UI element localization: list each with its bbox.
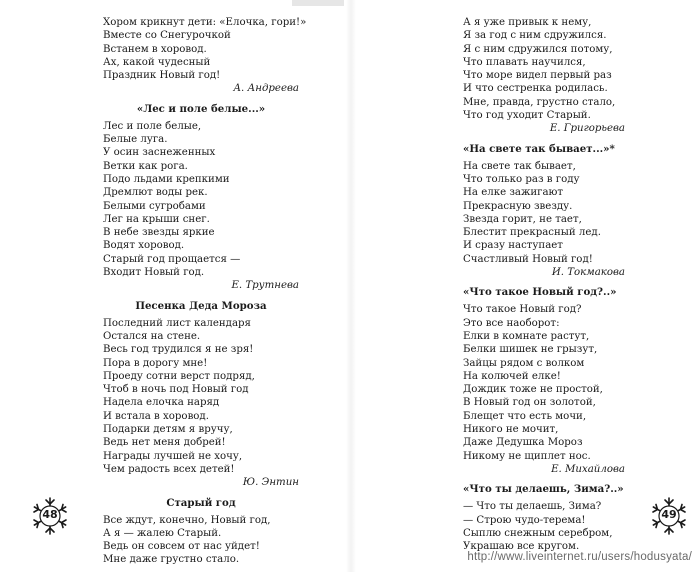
left-page-column <box>103 16 307 567</box>
poem-line: И что сестренка родилась. <box>463 83 608 95</box>
poem-line: Хором крикнут дети: «Елочка, гори!» <box>103 17 307 28</box>
poem-line: Подо льдами крепкими <box>103 173 230 185</box>
poem-line: — Что ты делаешь, Зима? <box>463 501 602 513</box>
poem-line: Праздник Новый год! <box>103 70 221 82</box>
poem-line: Даже Дедушка Мороз <box>463 437 583 449</box>
poem-author: И. Токмакова <box>551 267 625 279</box>
poem-line: Чтоб в ночь под Новый год <box>103 384 249 396</box>
poem-line: Ветки как рога. <box>103 160 188 172</box>
poem-line: Ведь нет меня добрей! <box>103 437 226 449</box>
poem-line: Надела елочка наряд <box>103 397 220 409</box>
poem-na-svete <box>463 143 625 280</box>
poem-line: Проеду сотни верст подряд, <box>103 370 255 382</box>
poem-line: Белыми сугробами <box>103 200 206 212</box>
poem-line: Чем радость всех детей! <box>103 463 235 475</box>
poem-line: В Новый год он золотой, <box>463 397 596 409</box>
poem-line: Лег на крыши снег. <box>103 213 210 225</box>
poem-line: Ведь он совсем от нас уйдет! <box>103 541 260 553</box>
source-url-watermark: http://www.liveinternet.ru/users/hodusyata/ <box>467 551 692 563</box>
poem-line: Подарки детям я вручу, <box>103 424 233 436</box>
poem-line: На елке зажигают <box>463 187 564 199</box>
poem-author: Е. Трутнева <box>231 280 299 292</box>
poem-line: Никого не мочит, <box>463 424 559 436</box>
poem-author: Е. Михайлова <box>551 463 625 475</box>
page-number-left <box>30 496 70 536</box>
poem-title: «На свете так бывает...»* <box>463 142 615 155</box>
poem-line: Дремлют воды рек. <box>103 187 208 199</box>
poem-pesenka-deda-moroza <box>103 300 299 490</box>
poem-line: Белки шишек не грызут, <box>463 344 598 356</box>
poem-line: Награды лучшей не хочу, <box>103 450 243 462</box>
book-gutter <box>346 0 356 572</box>
poem-line: Это все наоборот: <box>463 317 560 329</box>
poem-line: И встала в хоровод. <box>103 410 209 422</box>
poem-title: Песенка Деда Мороза <box>135 299 267 312</box>
poem-line: Счастливый Новый год! <box>463 253 593 265</box>
poem-line: Что плавать научился, <box>463 56 586 68</box>
poem-title: «Что ты делаешь, Зима?..» <box>463 483 624 496</box>
poem-line: Сыплю снежным серебром, <box>463 527 613 539</box>
poem-line: Блестит прекрасный лед. <box>463 227 601 239</box>
poem-line: Водят хоровод. <box>103 240 185 252</box>
poem-line: Остался на стене. <box>103 330 201 342</box>
left-intro-stanza <box>103 16 307 96</box>
poem-line: Весь год трудился я не зря! <box>103 344 254 356</box>
poem-line: Блещет что есть мочи, <box>463 410 587 422</box>
poem-author: Ю. Энтин <box>242 477 299 489</box>
poem-line: На свете так бывает, <box>463 160 576 172</box>
poem-line: Что такое Новый год? <box>463 304 582 316</box>
poem-line: Мне, правда, грустно стало, <box>463 96 616 108</box>
right-intro-stanza <box>463 16 625 136</box>
poem-line: — Строю чудо-терема! <box>463 514 586 526</box>
poem-chto-ty-delaesh-zima <box>463 483 625 553</box>
poem-line: Что море видел первый раз <box>463 70 612 82</box>
poem-line: У осин заснеженных <box>103 147 216 159</box>
right-page-column <box>463 16 625 553</box>
poem-line: Вместе со Снегурочкой <box>103 30 231 42</box>
poem-line: Последний лист календаря <box>103 317 251 329</box>
poem-line: На колючей елке! <box>463 370 561 382</box>
poem-line: Входит Новый год. <box>103 267 205 279</box>
poem-line: Прекрасную звезду. <box>463 200 573 212</box>
poem-line: Мне даже грустно стало. <box>103 554 240 566</box>
poem-line: Все ждут, конечно, Новый год, <box>103 514 271 526</box>
poem-staryi-god <box>103 497 299 567</box>
poem-line: Встанем в хоровод. <box>103 43 207 55</box>
poem-line: Старый год прощается — <box>103 253 241 265</box>
poem-line: Я с ним сдружился потому, <box>463 43 613 55</box>
page-number-text: 49 <box>661 508 677 521</box>
poem-line: Ах, какой чудесный <box>103 56 211 68</box>
poem-line: Что год уходит Старый. <box>463 110 591 122</box>
poem-line: Белые луга. <box>103 134 168 146</box>
poem-title: Старый год <box>166 496 236 509</box>
poem-author: Е. Григорьева <box>549 123 625 135</box>
poem-author: А. Андреева <box>233 83 299 95</box>
poem-line: Зайцы рядом с волком <box>463 357 585 369</box>
poem-line: Украшаю все кругом. <box>463 541 580 553</box>
poem-line: Я за год с ним сдружился. <box>463 30 607 42</box>
poem-line: А я уже привык к нему, <box>463 17 592 28</box>
poem-line: Звезда горит, не тает, <box>463 213 582 225</box>
poem-title: «Лес и поле белые...» <box>136 102 266 115</box>
page-number-text: 48 <box>42 508 58 521</box>
poem-line: И сразу наступает <box>463 240 563 252</box>
poem-line: В небе звезды яркие <box>103 227 215 239</box>
poem-line: Дождик тоже не простой, <box>463 384 603 396</box>
poem-line: Что только раз в году <box>463 173 580 185</box>
poem-line: А я — жалею Старый. <box>103 527 222 539</box>
scan-mark <box>292 0 344 6</box>
poem-chto-takoe-novyi-god <box>463 286 625 476</box>
poem-line: Никому не щиплет нос. <box>463 450 591 462</box>
page-number-right <box>649 496 689 536</box>
poem-les-i-pole <box>103 103 299 293</box>
poem-line: Пора в дорогу мне! <box>103 357 208 369</box>
poem-line: Лес и поле белые, <box>103 120 202 132</box>
poem-title: «Что такое Новый год?..» <box>463 286 617 299</box>
poem-line: Елки в комнате растут, <box>463 330 590 342</box>
